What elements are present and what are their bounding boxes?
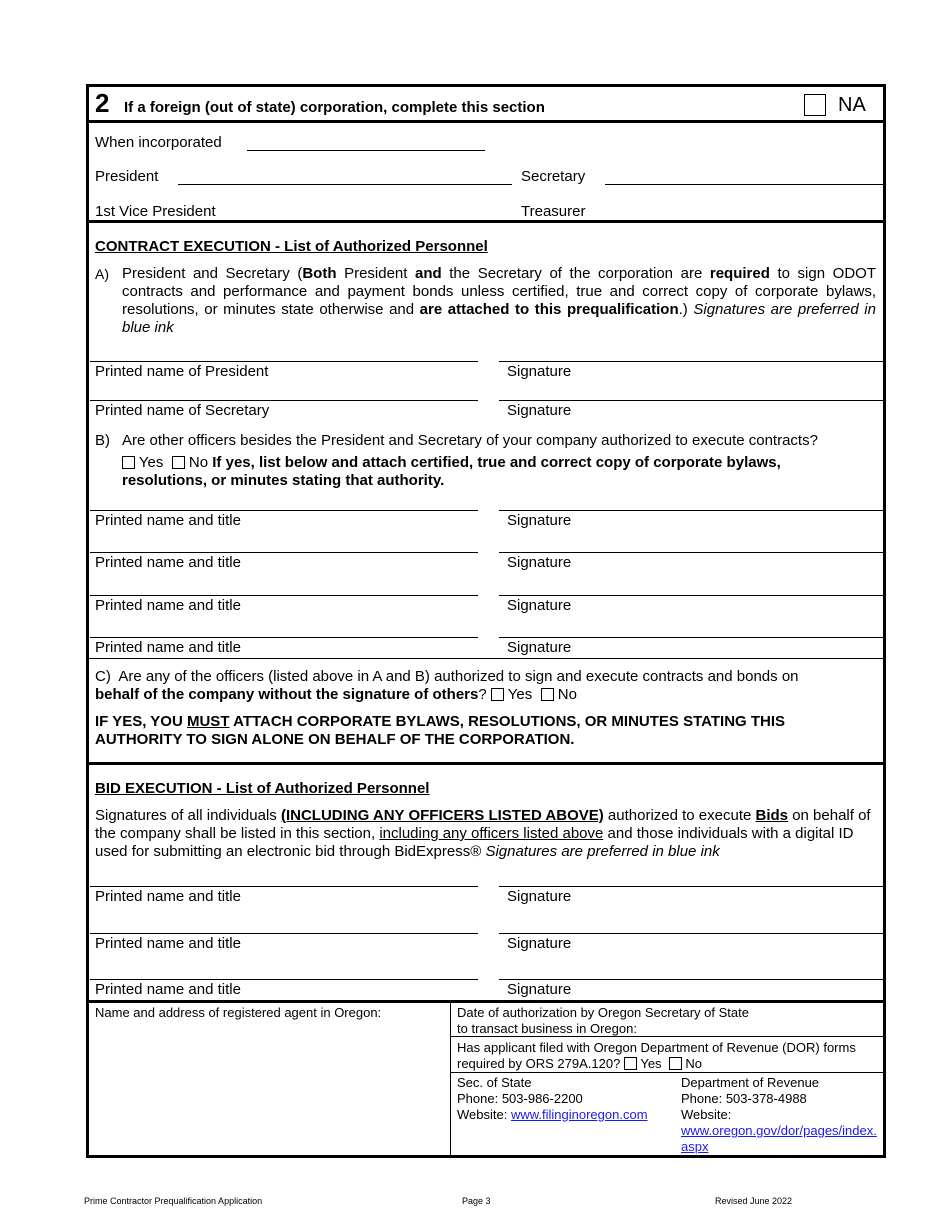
printed-secretary-label: Printed name of Secretary — [95, 402, 270, 419]
item-b-question: Are other officers besides the President and Secretary of your company authorized to execute contracts? — [122, 432, 818, 449]
bid-execution-text: Signatures of all individuals (INCLUDING ANY OFFICERS LISTED ABOVE) authorized to execute Bids on behalf of the company shall be listed in this section, including any officers listed above and those individuals with a digital ID used for submitting an electronic bid through BidExpress® Signatures are preferred in blue ink — [95, 807, 871, 860]
dor-yes-checkbox[interactable] — [624, 1057, 637, 1070]
footer-left: Prime Contractor Prequalification Application — [84, 1196, 263, 1206]
c-yes-label: Yes — [507, 686, 533, 703]
printed-name-title-label: Printed name and title — [95, 554, 241, 571]
name-title-line[interactable] — [90, 595, 478, 596]
b-instruction: If yes, list below and attach certified, true and correct copy of corporate bylaws, resolutions, or minutes stating that authority. — [122, 454, 781, 489]
dor-question: Has applicant filed with Oregon Department of Revenue (DOR) forms required by ORS 279A.120? Yes No — [457, 1040, 856, 1071]
secretary-signature-line[interactable] — [499, 400, 883, 401]
dor-website-label: Website: — [681, 1107, 732, 1122]
when-incorporated-field[interactable] — [247, 150, 485, 151]
contract-section-divider — [86, 762, 886, 765]
dor-no-checkbox[interactable] — [669, 1057, 682, 1070]
signature-label: Signature — [507, 639, 572, 656]
warning-text: IF YES, YOU MUST ATTACH CORPORATE BYLAWS, RESOLUTIONS, OR MINUTES STATING THIS AUTHORITY TO SIGN ALONE ON BEHALF OF THE CORPORATION. — [95, 713, 786, 748]
secretary-field[interactable] — [605, 184, 883, 185]
footer-revised: Revised June 2022 — [715, 1196, 793, 1206]
secretary-label: Secretary — [521, 168, 586, 185]
c-no-checkbox[interactable] — [541, 688, 554, 701]
vice-president-label: 1st Vice President — [95, 203, 216, 220]
printed-name-title-label: Printed name and title — [95, 639, 241, 656]
when-incorporated-label: When incorporated — [95, 134, 222, 151]
bid-signature-line[interactable] — [499, 979, 883, 980]
signature-line[interactable] — [499, 552, 883, 553]
signature-label: Signature — [507, 512, 572, 529]
treasurer-label: Treasurer — [521, 203, 586, 220]
signature-label: Signature — [507, 363, 572, 380]
secretary-name-line[interactable] — [90, 400, 478, 401]
bid-name-line[interactable] — [90, 933, 478, 934]
item-c-text: C) Are any of the officers (listed above in A and B) authorized to sign and execute contracts and bonds on behalf of the company without the signature of others? Yes No — [95, 668, 799, 703]
signature-label: Signature — [507, 981, 572, 998]
president-field[interactable] — [178, 184, 512, 185]
b-yes-checkbox[interactable] — [122, 456, 135, 469]
item-b-label: B) — [95, 432, 110, 449]
name-title-line[interactable] — [90, 510, 478, 511]
dor-website-link[interactable]: www.oregon.gov/dor/pages/index.aspx — [681, 1123, 877, 1154]
sos-phone: Phone: 503-986-2200 — [457, 1091, 583, 1106]
bottom-row-divider — [451, 1072, 883, 1073]
item-a-label: A) — [95, 266, 109, 282]
item-a-text: President and Secretary (Both President and the Secretary of the corporation are required to sign ODOT contracts and performance and payment bonds unless certified, true and correct copy of corporate bylaws, resolutions, or minutes state otherwise and are attached to this prequalification.) Signatures are preferred in blue ink — [122, 265, 876, 336]
header-divider — [86, 120, 886, 123]
bid-execution-heading: BID EXECUTION - List of Authorized Personnel — [95, 780, 430, 797]
bid-signature-line[interactable] — [499, 933, 883, 934]
bottom-column-divider — [450, 1002, 451, 1156]
signature-label: Signature — [507, 402, 572, 419]
sos-name: Sec. of State — [457, 1075, 532, 1090]
signature-label: Signature — [507, 888, 572, 905]
signature-label: Signature — [507, 554, 572, 571]
bid-name-line[interactable] — [90, 886, 478, 887]
dor-yes-label: Yes — [640, 1056, 662, 1071]
bottom-row-divider — [451, 1036, 883, 1037]
printed-president-label: Printed name of President — [95, 363, 269, 380]
president-label: President — [95, 168, 159, 185]
officers-divider — [86, 220, 886, 223]
section-number: 2 — [95, 88, 110, 118]
authorization-date-label: Date of authorization by Oregon Secretary of State to transact business in Oregon: — [457, 1005, 749, 1036]
dor-no-label: No — [685, 1056, 703, 1071]
signature-line[interactable] — [499, 637, 883, 638]
printed-name-title-label: Printed name and title — [95, 935, 241, 952]
printed-name-title-label: Printed name and title — [95, 888, 241, 905]
president-name-line[interactable] — [90, 361, 478, 362]
dor-phone: Phone: 503-378-4988 — [681, 1091, 807, 1106]
b-yes-label: Yes — [138, 454, 164, 471]
printed-name-title-label: Printed name and title — [95, 597, 241, 614]
printed-name-title-label: Printed name and title — [95, 512, 241, 529]
signature-line[interactable] — [499, 510, 883, 511]
name-title-line[interactable] — [90, 552, 478, 553]
president-signature-line[interactable] — [499, 361, 883, 362]
bid-section-divider — [86, 1000, 886, 1003]
item-b-answer — [122, 454, 862, 490]
c-yes-checkbox[interactable] — [491, 688, 504, 701]
contract-execution-heading: CONTRACT EXECUTION - List of Authorized Personnel — [95, 238, 488, 255]
b-no-label: No — [188, 454, 209, 471]
signature-label: Signature — [507, 935, 572, 952]
na-label: NA — [838, 94, 866, 116]
section-title: If a foreign (out of state) corporation, complete this section — [124, 99, 545, 116]
name-title-line[interactable] — [90, 637, 478, 638]
registered-agent-label: Name and address of registered agent in Oregon: — [95, 1005, 382, 1020]
bid-signature-line[interactable] — [499, 886, 883, 887]
sos-website-row: Website: www.filinginoregon.com — [457, 1107, 648, 1122]
signature-label: Signature — [507, 597, 572, 614]
c-no-label: No — [557, 686, 577, 703]
dor-name: Department of Revenue — [681, 1075, 820, 1090]
sos-website-link[interactable]: www.filinginoregon.com — [510, 1107, 648, 1122]
b-no-checkbox[interactable] — [172, 456, 185, 469]
row-divider — [86, 658, 886, 659]
printed-name-title-label: Printed name and title — [95, 981, 241, 998]
na-checkbox[interactable] — [804, 94, 826, 116]
bid-name-line[interactable] — [90, 979, 478, 980]
signature-line[interactable] — [499, 595, 883, 596]
footer-page-number: Page 3 — [462, 1196, 491, 1206]
